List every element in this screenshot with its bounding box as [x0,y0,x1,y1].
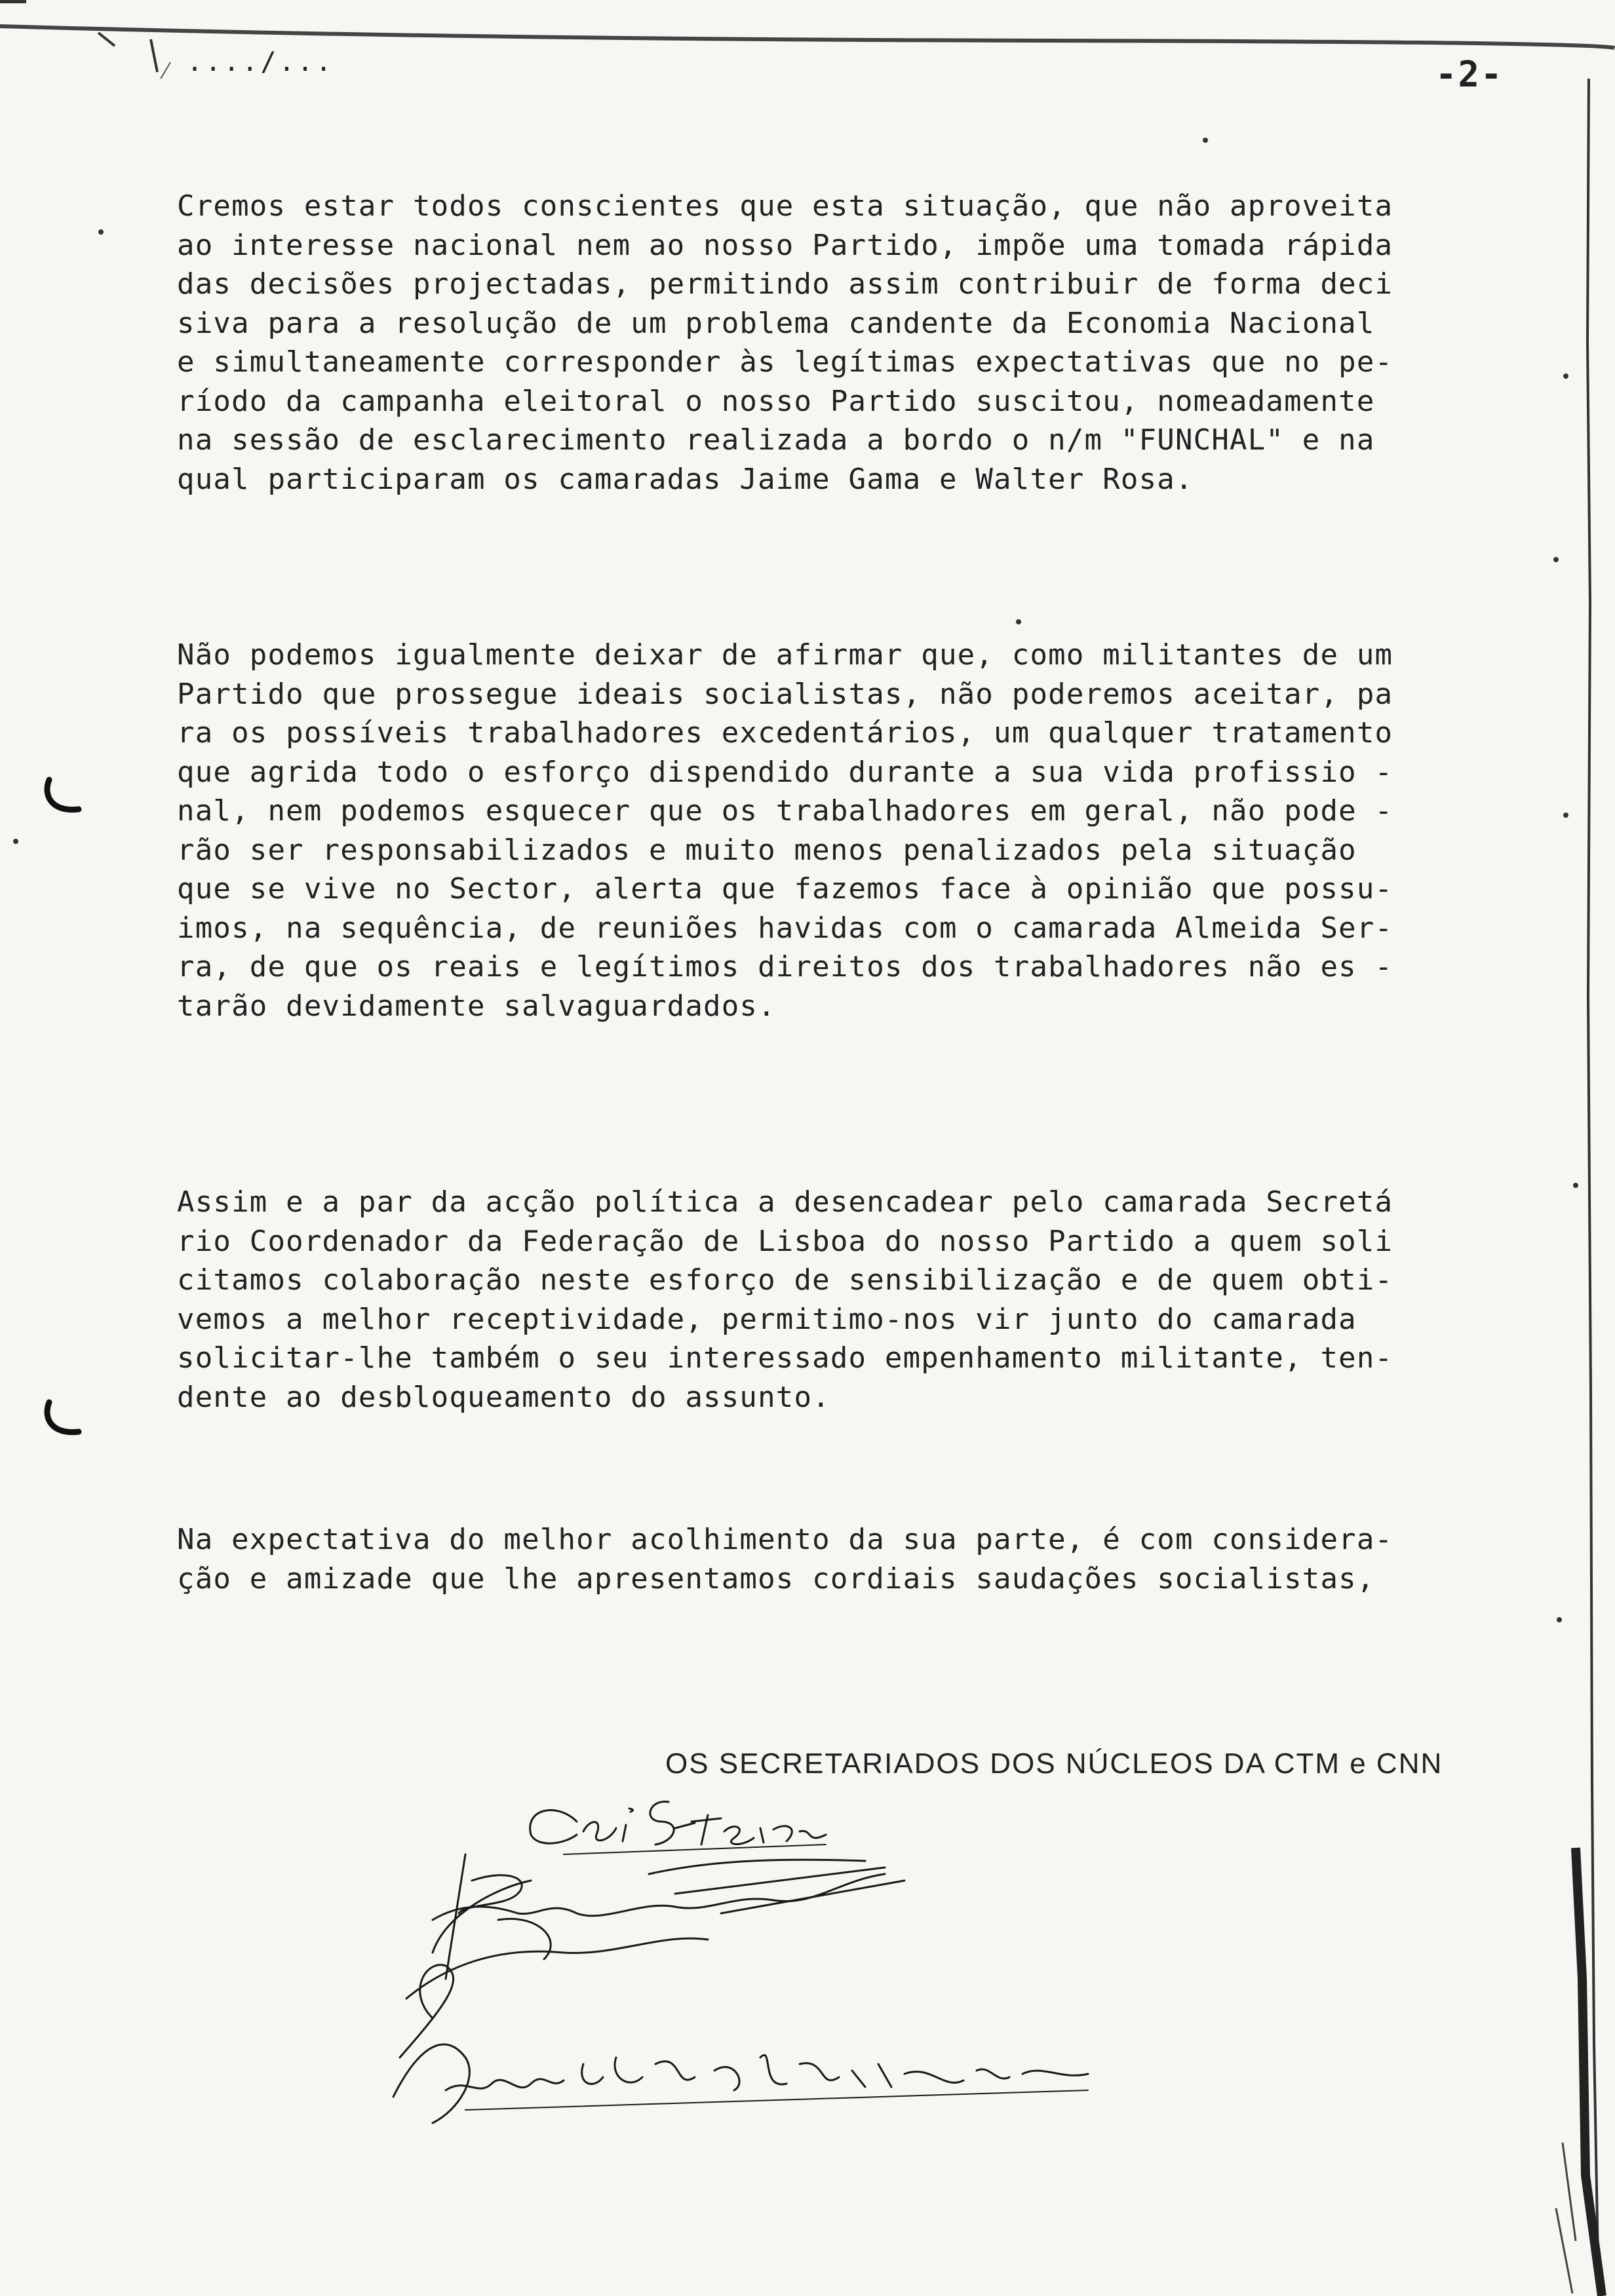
text-line: Não podemos igualmente deixar de afirmar que, como militantes de um [177,638,1393,672]
text-line: e simultaneamente corresponder às legítimas expectativas que no pe- [177,345,1393,379]
scan-speck [98,229,104,235]
text-line: Partido que prossegue ideais socialistas, não poderemos aceitar, pa [177,677,1393,711]
scan-speck [13,839,18,844]
text-line: solicitar-lhe também o seu interessado empenhamento militante, ten- [177,1341,1393,1375]
text-line: rio Coordenador da Federação de Lisboa do nosso Partido a quem soli [177,1224,1393,1258]
punch-hole-mark [39,773,85,819]
continuation-mark: ..../... [187,47,334,77]
text-line: siva para a resolução de um problema candente da Economia Nacional [177,306,1375,340]
scan-speck [1563,373,1568,379]
text-line: que se vive no Sector, alerta que fazemos face à opinião que possu- [177,872,1393,906]
text-line: imos, na sequência, de reuniões havidas com o camarada Almeida Ser- [177,911,1393,945]
handwritten-signatures [367,1782,1121,2162]
text-line: ra, de que os reais e legítimos direitos dos trabalhadores não es - [177,950,1393,984]
text-line: que agrida todo o esforço dispendido durante a sua vida profissio - [177,755,1393,789]
text-line: ção e amizade que lhe apresentamos cordiais saudações socialistas, [177,1561,1375,1596]
signoff: OS SECRETARIADOS DOS NÚCLEOS DA CTM e CNN [665,1748,1443,1780]
text-line: Na expectativa do melhor acolhimento da sua parte, é com considera- [177,1523,1393,1556]
paragraph-2 [177,636,1560,1025]
paragraph-3 [177,1183,1560,1417]
page-number: -2- [1435,54,1504,95]
scan-speck [1203,138,1208,143]
text-line: Cremos estar todos conscientes que esta situação, que não aproveita [177,189,1393,223]
text-line: ao interesse nacional nem ao nosso Partido, impõe uma tomada rápida [177,228,1393,262]
scan-speck [1016,619,1021,624]
scan-speck [1557,1617,1562,1622]
text-line: dente ao desbloqueamento do assunto. [177,1380,830,1414]
text-line: ra os possíveis trabalhadores excedentários, um qualquer tratamento [177,716,1393,750]
text-line: na sessão de esclarecimento realizada a bordo o n/m "FUNCHAL" e na [177,423,1375,457]
text-line: ríodo da campanha eleitoral o nosso Partido suscitou, nomeadamente [177,384,1375,418]
text-line: qual participaram os camaradas Jaime Gama e Walter Rosa. [177,462,1194,496]
scan-speck [1573,1183,1578,1188]
text-line: nal, nem podemos esquecer que os trabalhadores em geral, não pode - [177,794,1393,828]
text-line: rão ser responsabilizados e muito menos penalizados pela situação [177,833,1357,867]
text-line: citamos colaboração neste esforço de sensibilização e de quem obti- [177,1263,1393,1297]
text-line: das decisões projectadas, permitindo assim contribuir de forma deci [177,267,1393,301]
text-line: Assim e a par da acção política a desencadear pelo camarada Secretá [177,1185,1393,1219]
paragraph-1 [177,187,1560,499]
scan-speck [1563,813,1568,818]
punch-hole-mark [39,1396,85,1442]
paragraph-4 [177,1520,1560,1598]
text-line: tarão devidamente salvaguardados. [177,989,776,1023]
scan-speck [1553,557,1559,562]
text-line: vemos a melhor receptividade, permitimo-nos vir junto do camarada [177,1302,1357,1336]
